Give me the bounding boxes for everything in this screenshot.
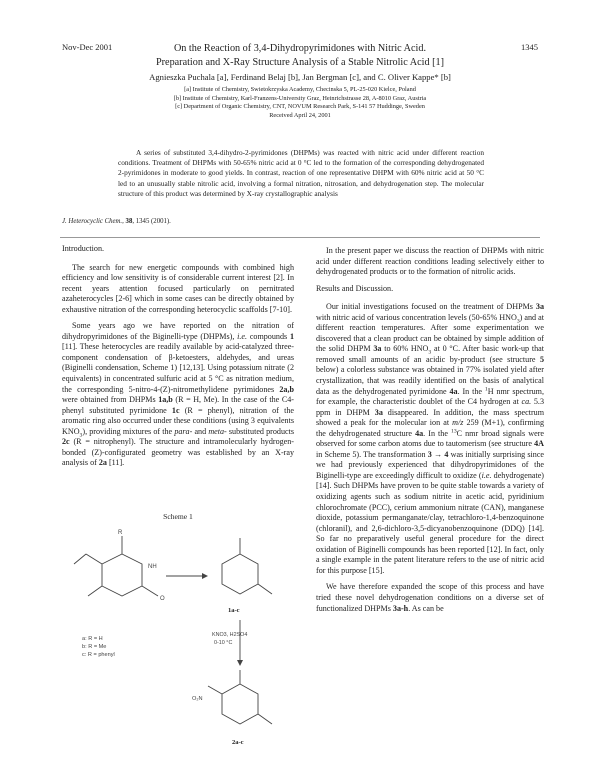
affiliation-b: [b] Institute of Chemistry, Karl-Franzens-University Graz, Heinrichstrasse 28, A-8010 Graz, Austria bbox=[173, 94, 427, 102]
scheme-1-structures bbox=[62, 524, 294, 752]
nh-label: NH bbox=[148, 564, 157, 570]
compound-label-1a-c: 1a-c bbox=[228, 607, 240, 614]
received-date: Received April 24, 2001 bbox=[269, 111, 331, 119]
arrow-head-2 bbox=[237, 660, 243, 666]
dhpm-structure bbox=[74, 536, 158, 596]
article-title bbox=[120, 42, 480, 70]
legend-b: b: R = Me bbox=[82, 644, 107, 650]
legend-c: c: R = phenyl bbox=[82, 652, 115, 658]
right-column bbox=[316, 246, 544, 620]
results-paragraph-1: Our initial investigations focused on the treatment of DHPMs 3a with nitric acid of various concentration levels (50-65% $HNO_3$) and at different reaction temperatures. After some experimentation we discovered that a clean product can be obtained by simple addition of the solid DHPM 3a to 60% $HNO_3$ at 0 °C. After basic work-up that removed small amounts of an acidic by-product (see structure 5 below) a colorless substance was obtained in 77% isolated yield after crystallization, that was readily identified on the basis of analytical data as the dehydrogenated pyrimidone 4a. In the $^1$H nmr spectrum, for example, the characteristic doublet of the C4 hydrogen at ca. 5.3 ppm in DHPM 3a disappeared. In addition, the mass spectrum showed a peak for the molecular ion at m/z 259 (M+1), confirming the dehydrogenated structure 4a. In the $^{13}$C nmr broad signals were observed for some carbon atoms due to tautomerism (see structure 4A in Scheme 5). The transformation 3 → 4 was initially surprising since we had previously experienced that dihydropyrimidones of the Biginelli-type are exceedingly difficult to oxidize (i.e. dehydrogenate) [14]. Such DHPMs have proven to be quite stable towards a variety of oxidizing agents such as sodium nitrite in acetic acid, pyridinium chlorochromate (PCC), cerium ammonium nitrate (CAN), manganese dioxide, potassium permanganate/clay, tetrachloro-1,4-benzoquinone (chloranil), and 2,6-dichloro-3,5-dicyanobenzoquinone (DDQ) [14]. So far no preparatively useful general procedure for the direct oxidation of Biginelli compounds has been reported [12]. In fact, only a single example in the patent literature refers to the use of nitric acid for this purpose [15]. bbox=[316, 302, 545, 575]
header-divider bbox=[60, 237, 540, 238]
product-structure-2 bbox=[208, 670, 272, 724]
nitro-label: O₂N bbox=[192, 696, 203, 702]
left-column bbox=[62, 244, 294, 475]
intro-paragraph-1: The search for new energetic compounds with combined high efficiency and low sensitivity is of considerable current interest [2]. In recent years attention focused particularly on pernitrated azaheterocycles [2-6] which in some cases can be directly obtained by exhaustive nitration of the corresponding heterocyclic scaffolds [7-10]. bbox=[62, 262, 294, 314]
page-number: 1345 bbox=[521, 42, 538, 52]
o-label: O bbox=[160, 596, 165, 602]
affiliation-c: [c] Department of Organic Chemistry, CNT, NOVUM Research Park, S-141 57 Huddinge, Sweden bbox=[175, 103, 425, 111]
scheme-1 bbox=[62, 512, 294, 752]
arrow-head-1 bbox=[202, 573, 208, 579]
citation: J. Heterocyclic Chem., 38, 1345 (2001). bbox=[62, 218, 171, 225]
citation-rest: , 1345 (2001). bbox=[132, 218, 171, 225]
right-paragraph-1: In the present paper we discuss the reaction of DHPMs with nitric acid under different reaction conditions leading selectively either to dehydrogenated products or to the formation of nitrolic acids. bbox=[316, 246, 544, 277]
citation-volume: 38 bbox=[125, 218, 133, 225]
results-paragraph-2: We have therefore expanded the scope of this process and have tried these novel dehydrogenation conditions on a diverse set of functionalized DHPMs 3a-h. As can be bbox=[316, 582, 544, 613]
abstract: A series of substituted 3,4-dihydro-2-pyrimidones (DHPMs) was reacted with nitric acid under different reaction conditions. Treatment of DHPMs with 50-65% nitric acid at 0 °C led to the formation of the corresponding dehydrogenated 2-pyrimidones in moderate to good yields. In contrast, reaction of one representative DHPM with 60% nitric acid at 50 °C led to an unusually stable nitrolic acid, involving a formal nitration, nitrosation, and dehydrogenation step. The molecular structure of this product was determined by X-ray crystallographic analysis bbox=[118, 148, 484, 198]
reagent-label: KNO3, H2SO4 bbox=[212, 632, 248, 638]
compound-label-2a-c: 2a-c bbox=[232, 739, 244, 746]
r-label: R bbox=[118, 530, 123, 536]
legend-a: a: R = H bbox=[82, 636, 103, 642]
results-heading: Results and Discussion. bbox=[316, 283, 394, 293]
affiliation-a: [a] Institute of Chemistry, Swietokrzyska Academy, Checinska 5, PL-25-020 Kielce, Poland bbox=[184, 86, 416, 93]
issue-date: Nov-Dec 2001 bbox=[62, 42, 113, 52]
intro-paragraph-2: Some years ago we have reported on the nitration of dihydropyrimidones of the Biginelli-type (DHPMs), i.e. compounds 1 [11]. These heterocycles are readily available by acid-catalyzed three-component condensation of β-ketoesters, aldehydes, and ureas (Biginelli condensation, Scheme 1) [12,13]. Using potassium nitrate (2 equivalents) in concentrated sulfuric acid at 5 °C as nitration medium, the corresponding 5-nitro-4-(Z)-nitromethylidene pyrimidones 2a,b were obtained from DHPMs 1a,b (R = H, Me). In the case of the C4-phenyl substituted pyrimidone 1c (R = phenyl), nitration of the aromatic ring also occurred under these conditions (using 3 equivalents $KNO_3$), providing mixtures of the para- and meta- substituted products 2c (R = nitrophenyl). The structure and intramolecularly hydrogen-bonded (Z)-configurated geometry was established by an X-ray analysis of 2a [11]. bbox=[62, 321, 295, 468]
pyrimidone-structure-1 bbox=[222, 538, 272, 594]
title-line-2: Preparation and X-Ray Structure Analysis of a Stable Nitrolic Acid [1] bbox=[155, 57, 444, 68]
scheme-title: Scheme 1 bbox=[163, 512, 193, 521]
introduction-heading: Introduction. bbox=[62, 244, 105, 253]
citation-journal: J. Heterocyclic Chem. bbox=[62, 218, 123, 225]
authors: Agnieszka Puchala [a], Ferdinand Belaj [b], Jan Bergman [c], and C. Oliver Kappe* [b] bbox=[149, 72, 451, 82]
affiliations bbox=[60, 86, 540, 120]
title-line-1: On the Reaction of 3,4-Dihydropyrimidones with Nitric Acid. bbox=[173, 43, 427, 54]
reagent-temperature: 0-10 °C bbox=[214, 640, 233, 646]
